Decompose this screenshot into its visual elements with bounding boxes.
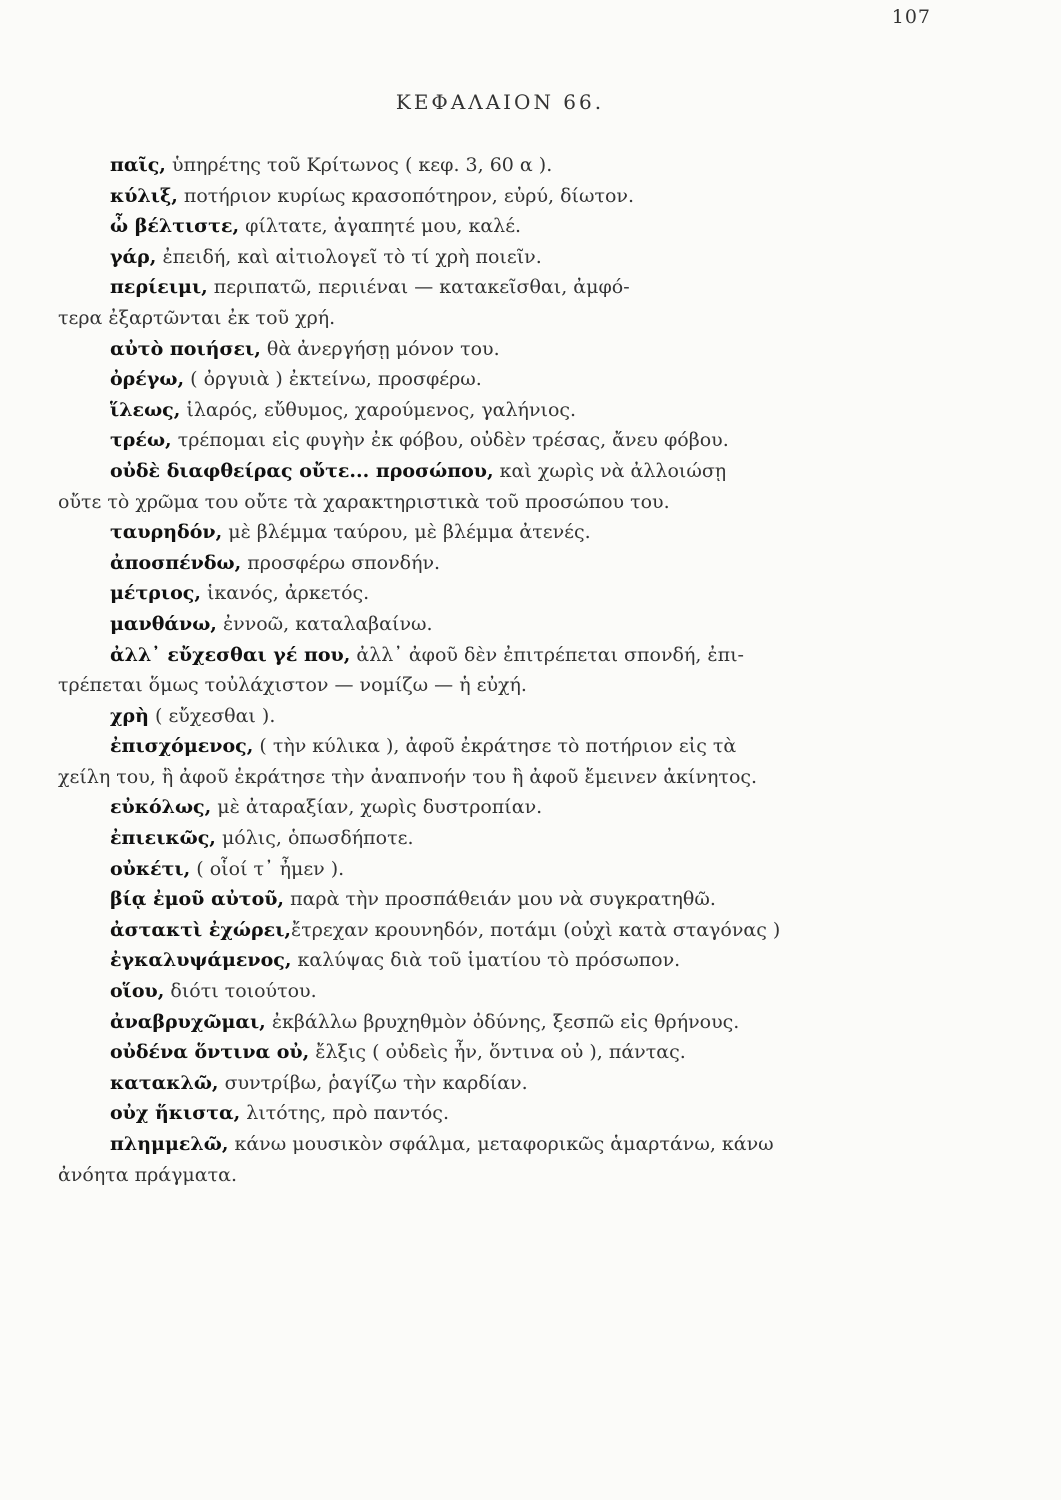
entry-definition: συντρίβω, ῥαγίζω τὴν καρδίαν. xyxy=(218,1071,528,1094)
entry-definition: ἀλλ᾽ ἀφοῦ δὲν ἐπιτρέπεται σπονδή, ἐπι- xyxy=(350,643,744,666)
glossary-entry xyxy=(58,731,970,792)
entry-lemma: χρὴ xyxy=(110,704,149,727)
entry-definition: ( τὴν κύλικα ), ἀφοῦ ἐκράτησε τὸ ποτήριον εἰς τὰ xyxy=(253,735,737,758)
entry-lemma: βίᾳ ἐμοῦ αὐτοῦ, xyxy=(110,888,285,911)
glossary-entry xyxy=(110,609,970,640)
glossary-entry xyxy=(110,548,970,579)
glossary-entry xyxy=(110,823,970,854)
entry-definition: θὰ ἀνεργήσῃ μόνον του. xyxy=(260,337,500,360)
entry-lemma: ἐπισχόμενος, xyxy=(110,735,254,758)
glossary-entry xyxy=(110,915,970,946)
entry-definition: τρέπομαι εἰς φυγὴν ἐκ φόβου, οὐδὲν τρέσας, ἄνευ φόβου. xyxy=(171,429,729,452)
entry-lemma: μανθάνω, xyxy=(110,612,217,635)
entry-definition: ( εὔχεσθαι ). xyxy=(148,704,276,727)
entry-definition: ἐκβάλλω βρυχηθμὸν ὀδύνης, ξεσπῶ εἰς θρήνους. xyxy=(265,1010,740,1033)
glossary-entry xyxy=(110,792,970,823)
entry-lemma: γάρ, xyxy=(110,245,157,268)
glossary-entry xyxy=(110,976,970,1007)
entry-lemma: ἀναβρυχῶμαι, xyxy=(110,1010,266,1033)
entry-definition: καλύψας διὰ τοῦ ἱματίου τὸ πρόσωπον. xyxy=(291,949,681,972)
chapter-title: ΚΕΦΑΛΑΙΟΝ 66. xyxy=(395,90,605,114)
entry-definition: ἱκανός, ἀρκετός. xyxy=(200,582,370,605)
entry-continuation: τρέπεται ὅμως τοὐλάχιστον — νομίζω — ἡ εὐχή. xyxy=(58,674,527,697)
entry-definition: προσφέρω σπονδήν. xyxy=(241,551,441,574)
entry-lemma: ταυρηδόν, xyxy=(110,521,223,544)
entry-continuation: χείλη του, ἢ ἀφοῦ ἐκράτησε τὴν ἀναπνοήν του ἢ ἀφοῦ ἔμεινεν ἀκίνητος. xyxy=(58,765,758,788)
entry-definition: λιτότης, πρὸ παντός. xyxy=(240,1102,449,1125)
entry-definition: ( οἷοί τ᾽ ἦμεν ). xyxy=(190,857,345,880)
entry-lemma: ἵλεως, xyxy=(110,398,181,421)
glossary-entry xyxy=(110,578,970,609)
entry-lemma: μέτριος, xyxy=(110,582,201,605)
entry-lemma: οἵου, xyxy=(110,980,165,1003)
glossary-entry xyxy=(110,884,970,915)
entry-lemma: οὐκέτι, xyxy=(110,857,191,880)
glossary-entry xyxy=(110,1098,970,1129)
entry-lemma: κατακλῶ, xyxy=(110,1071,219,1094)
entry-lemma: εὐκόλως, xyxy=(110,796,212,819)
entry-lemma: πλημμελῶ, xyxy=(110,1133,229,1155)
entry-definition: ποτήριον κυρίως κρασοπότηρον, εὐρύ, δίωτον. xyxy=(177,184,634,207)
glossary-entry xyxy=(110,364,970,395)
glossary xyxy=(58,150,970,1190)
glossary-entry xyxy=(110,1007,970,1038)
entry-definition: μὲ βλέμμα ταύρου, μὲ βλέμμα ἀτενές. xyxy=(222,521,591,544)
entry-definition: ( ὀργυιὰ ) ἐκτείνω, προσφέρω. xyxy=(184,368,482,391)
glossary-entry xyxy=(110,150,970,181)
entry-definition: κάνω μουσικὸν σφάλμα, μεταφορικῶς ἁμαρτάνω, κάνω xyxy=(228,1133,774,1155)
glossary-entry xyxy=(110,1068,970,1099)
glossary-entry xyxy=(110,242,970,273)
entry-lemma: οὐδένα ὅντινα οὐ, xyxy=(110,1041,310,1064)
entry-lemma: οὐχ ἥκιστα, xyxy=(110,1102,241,1125)
glossary-entry xyxy=(110,945,970,976)
entry-continuation: οὔτε τὸ χρῶμα του οὔτε τὰ χαρακτηριστικὰ τοῦ προσώπου του. xyxy=(58,490,670,513)
entry-lemma: παῖς, xyxy=(110,154,166,176)
glossary-entry xyxy=(110,1037,970,1068)
entry-lemma: περίειμι, xyxy=(110,276,208,299)
glossary-entry xyxy=(110,425,970,456)
entry-lemma: τρέω, xyxy=(110,429,172,452)
glossary-entry xyxy=(58,1129,970,1190)
entry-definition: μὲ ἀταραξίαν, χωρὶς δυστροπίαν. xyxy=(211,796,543,819)
entry-definition: ἱλαρός, εὔθυμος, χαρούμενος, γαλήνιος. xyxy=(180,398,577,421)
entry-definition: μόλις, ὁπωσδήποτε. xyxy=(215,827,414,850)
entry-definition: φίλτατε, ἀγαπητέ μου, καλέ. xyxy=(239,215,522,238)
entry-definition: καὶ χωρὶς νὰ ἀλλοιώσῃ xyxy=(493,459,727,482)
entry-definition: παρὰ τὴν προσπάθειάν μου νὰ συγκρατηθῶ. xyxy=(284,888,716,911)
entry-lemma: ὀρέγω, xyxy=(110,368,185,391)
entry-lemma: ἐγκαλυψάμενος, xyxy=(110,949,292,972)
entry-lemma: ἀστακτὶ ἐχώρει, xyxy=(110,918,292,941)
glossary-entry xyxy=(110,701,970,732)
entry-definition: ἔτρεχαν κρουνηδόν, ποτάμι (οὐχὶ κατὰ σταγόνας ) xyxy=(291,918,781,941)
entry-lemma: ἐπιεικῶς, xyxy=(110,827,216,850)
glossary-entry xyxy=(110,854,970,885)
entry-continuation: τερα ἐξαρτῶνται ἐκ τοῦ χρή. xyxy=(58,306,336,329)
page-number: 107 xyxy=(891,6,931,28)
entry-lemma: οὐδὲ διαφθείρας οὔτε... προσώπου, xyxy=(110,459,494,482)
entry-lemma: ἀποσπένδω, xyxy=(110,551,242,574)
entry-continuation: ἀνόητα πράγματα. xyxy=(58,1163,237,1186)
glossary-entry xyxy=(110,395,970,426)
glossary-entry xyxy=(58,456,970,517)
entry-definition: ἐπειδή, καὶ αἰτιολογεῖ τὸ τί χρὴ ποιεῖν. xyxy=(156,245,542,268)
entry-definition: διότι τοιούτου. xyxy=(164,980,317,1003)
entry-definition: περιπατῶ, περιιέναι — κατακεῖσθαι, ἀμφό- xyxy=(207,276,630,299)
glossary-entry xyxy=(58,640,970,701)
glossary-entry xyxy=(58,272,970,333)
entry-lemma: κύλιξ, xyxy=(110,184,178,207)
glossary-entry xyxy=(110,211,970,242)
glossary-entry xyxy=(110,334,970,365)
entry-lemma: ἀλλ᾽ εὔχεσθαι γέ που, xyxy=(110,643,351,666)
entry-definition: ὑπηρέτης τοῦ Κρίτωνος ( κεφ. 3, 60 α ). xyxy=(165,154,553,176)
entry-definition: ἔλξις ( οὐδεὶς ἦν, ὅντινα οὐ ), πάντας. xyxy=(309,1041,686,1064)
entry-lemma: ὦ βέλτιστε, xyxy=(110,215,240,238)
glossary-entry xyxy=(110,181,970,212)
entry-definition: ἐννοῶ, καταλαβαίνω. xyxy=(216,612,433,635)
glossary-entry xyxy=(110,517,970,548)
entry-lemma: αὐτὸ ποιήσει, xyxy=(110,337,261,360)
